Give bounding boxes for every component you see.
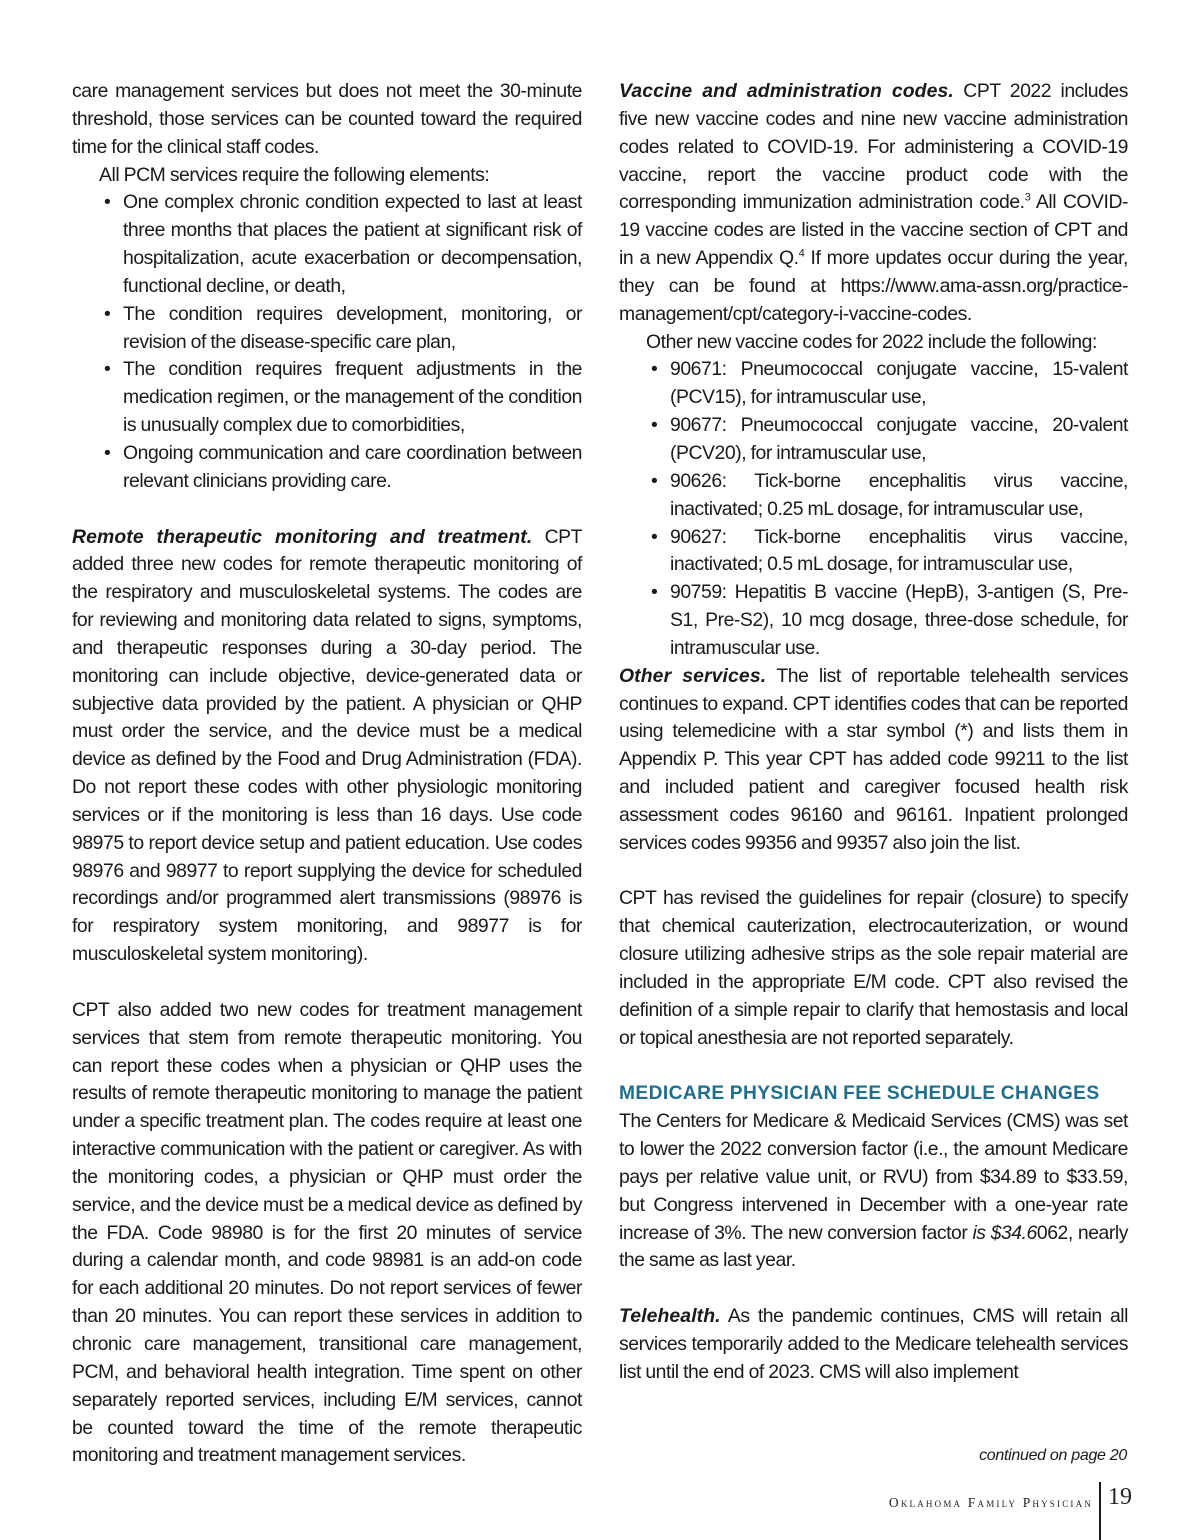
bullet-icon: • [651,414,658,437]
right-column [619,78,1128,1387]
paragraph-gap [619,1275,1128,1303]
paragraph-pcm-continued: care management services but does not meet the 30-minute threshold, those services can be counted toward the required time for the clinical staff codes. [72,80,582,158]
page-number: 19 [1108,1484,1132,1510]
list-item: • 90626: Tick-borne encephalitis virus vaccine, inactivated; 0.25 mL dosage, for intramuscular use, [651,469,1128,520]
list-item: • 90671: Pneumococcal conjugate vaccine, 15-valent (PCV15), for intramuscular use, [651,358,1128,409]
publication-name: Oklahoma Family Physician [888,1495,1093,1510]
paragraph-treatment-management: CPT also added two new codes for treatment management services that stem from remote therapeutic monitoring. You can report these codes when a physician or QHP uses the results of remote therapeutic monitoring to manage the patient under a specific treatment plan. The codes require at least one interactive communication with the patient or caregiver. As with the monitoring codes, a physician or QHP must order the service, and the device must be a medical device as defined by the FDA. Code 98980 is for the first 20 minutes of service during a calendar month, and code 98981 is an add-on code for each additional 20 minutes. Do not report services of fewer than 20 minutes. You can report these services in addition to chronic care management, transitional care management, PCM, and behavioral health integration. Time spent on other separately reported services, including E/M services, cannot be counted toward the time of the remote therapeutic monitoring and treatment management services. [72,998,582,1467]
paragraph-repair-guidelines: CPT has revised the guidelines for repair (closure) to specify that chemical cauterization, electrocauterization, or wound closure utilizing adhesive strips as the sole repair material are included in the appropriate E/M code. CPT also revised the definition of a simple repair to clarify that hemostasis and local or topical anesthesia are not reported separately. [619,887,1128,1049]
bullet-icon: • [651,469,658,492]
bullet-icon: • [651,525,658,548]
rtm-lead-heading: Remote therapeutic monitoring and treatment. [72,525,533,548]
paragraph-gap [72,969,582,997]
bullet-icon: • [104,358,111,381]
list-item: • 90759: Hepatitis B vaccine (HepB), 3-antigen (S, Pre-S1, Pre-S2), 10 mcg dosage, three-dose schedule, for intramuscular use. [651,581,1128,659]
vaccine-codes-list [619,356,1128,662]
list-item: • 90677: Pneumococcal conjugate vaccine, 20-valent (PCV20), for intramuscular use, [651,414,1128,464]
footnote-ref: 4 [798,247,805,260]
list-item: • Ongoing communication and care coordination between relevant clinicians providing care. [104,441,582,492]
continued-on-link[interactable]: continued on page 20 [979,1447,1127,1464]
bullet-icon: • [104,441,111,464]
paragraph-remote-therapeutic-monitoring [72,524,582,970]
list-item: • The condition requires frequent adjustments in the medication regimen, or the management of the condition is unusually complex due to comorbidities, [104,358,582,437]
medicare-section-heading: MEDICARE PHYSICIAN FEE SCHEDULE CHANGES [619,1083,1100,1105]
footer-divider [1099,1482,1101,1540]
paragraph-pcm-intro: All PCM services require the following elements: [99,163,490,186]
paragraph-vaccine-intro: Other new vaccine codes for 2022 include the following: [646,330,1097,353]
bullet-icon: • [651,358,658,381]
bullet-icon: • [104,302,111,325]
paragraph-gap [72,496,582,524]
paragraph-vaccine-codes: Vaccine and administration codes. CPT 2022 includes five new vaccine codes and nine new vaccine administration codes related to COVID-19. For administering a COVID-19 vaccine, report the vaccine product code with the corresponding immunization administration code.$^3$ All COVID-19 vaccine codes are listed in the vaccine section of CPT and in a new Appendix Q.$^4$ If more updates occur during the year, they can be found at https://www.ama-assn.org/practice-management/cpt/category-i-vaccine-codes. [619,80,1129,325]
bullet-icon: • [104,191,111,214]
list-item: • 90627: Tick-borne encephalitis virus vaccine, inactivated; 0.5 mL dosage, for intramuscular use, [651,525,1128,576]
telehealth-lead-heading: Telehealth. [619,1305,721,1328]
vaccine-lead-heading: Vaccine and administration codes. [619,80,954,102]
paragraph-telehealth: Telehealth. As the pandemic continues, CMS will retain all services temporarily added to the Medicare telehealth services list until the end of 2023. CMS will also implement [619,1305,1128,1383]
left-column [72,78,582,1470]
paragraph-gap [619,858,1128,886]
paragraph-conversion-factor: The Centers for Medicare & Medicaid Services (CMS) was set to lower the 2022 conversion factor (i.e., the amount Medicare pays per relative value unit, or RVU) from $34.89 to $33.59, but Congress intervened in December with a one-year rate increase of 3%. The new conversion factor is $34.6062, nearly the same as last year. [619,1110,1128,1272]
other-services-lead-heading: Other services. [619,664,767,687]
paragraph-other-services: Other services. The list of reportable telehealth services continues to expand. CPT identifies codes that can be reported using telemedicine with a star symbol (*) and lists them in Appendix P. This year CPT has added code 99211 to the list and included patient and caregiver focused health risk assessment codes 96160 and 96161. Inpatient prolonged services codes 99356 and 99357 also join the list. [619,664,1128,854]
list-item: • The condition requires development, monitoring, or revision of the disease-specific care plan, [104,302,582,353]
rtm-body: CPT added three new codes for remote therapeutic monitoring of the respiratory and musculoskeletal systems. The codes are for reviewing and monitoring data related to signs, symptoms, and therapeutic responses during a 30-day period. The monitoring can include objective, device-generated data or subjective data provided by the patient. A physician or QHP must order the service, and the device must be a medical device as defined by the Food and Drug Administration (FDA). Do not report these codes with other physiologic monitoring services or if the monitoring is less than 16 days. Use code 98975 to report device setup and patient education. Use codes 98976 and 98977 to report supplying the device for scheduled recordings and/or programmed alert transmissions (98976 is for respiratory system monitoring, and 98977 is for musculoskeletal system monitoring). [72,525,582,966]
bullet-icon: • [651,581,658,604]
pcm-elements-list [72,189,582,495]
footnote-ref: 3 [1024,191,1031,204]
list-item: • One complex chronic condition expected to last at least three months that places the patient at significant risk of hospitalization, acute exacerbation or decompensation, functional decline, or death, [104,191,582,297]
